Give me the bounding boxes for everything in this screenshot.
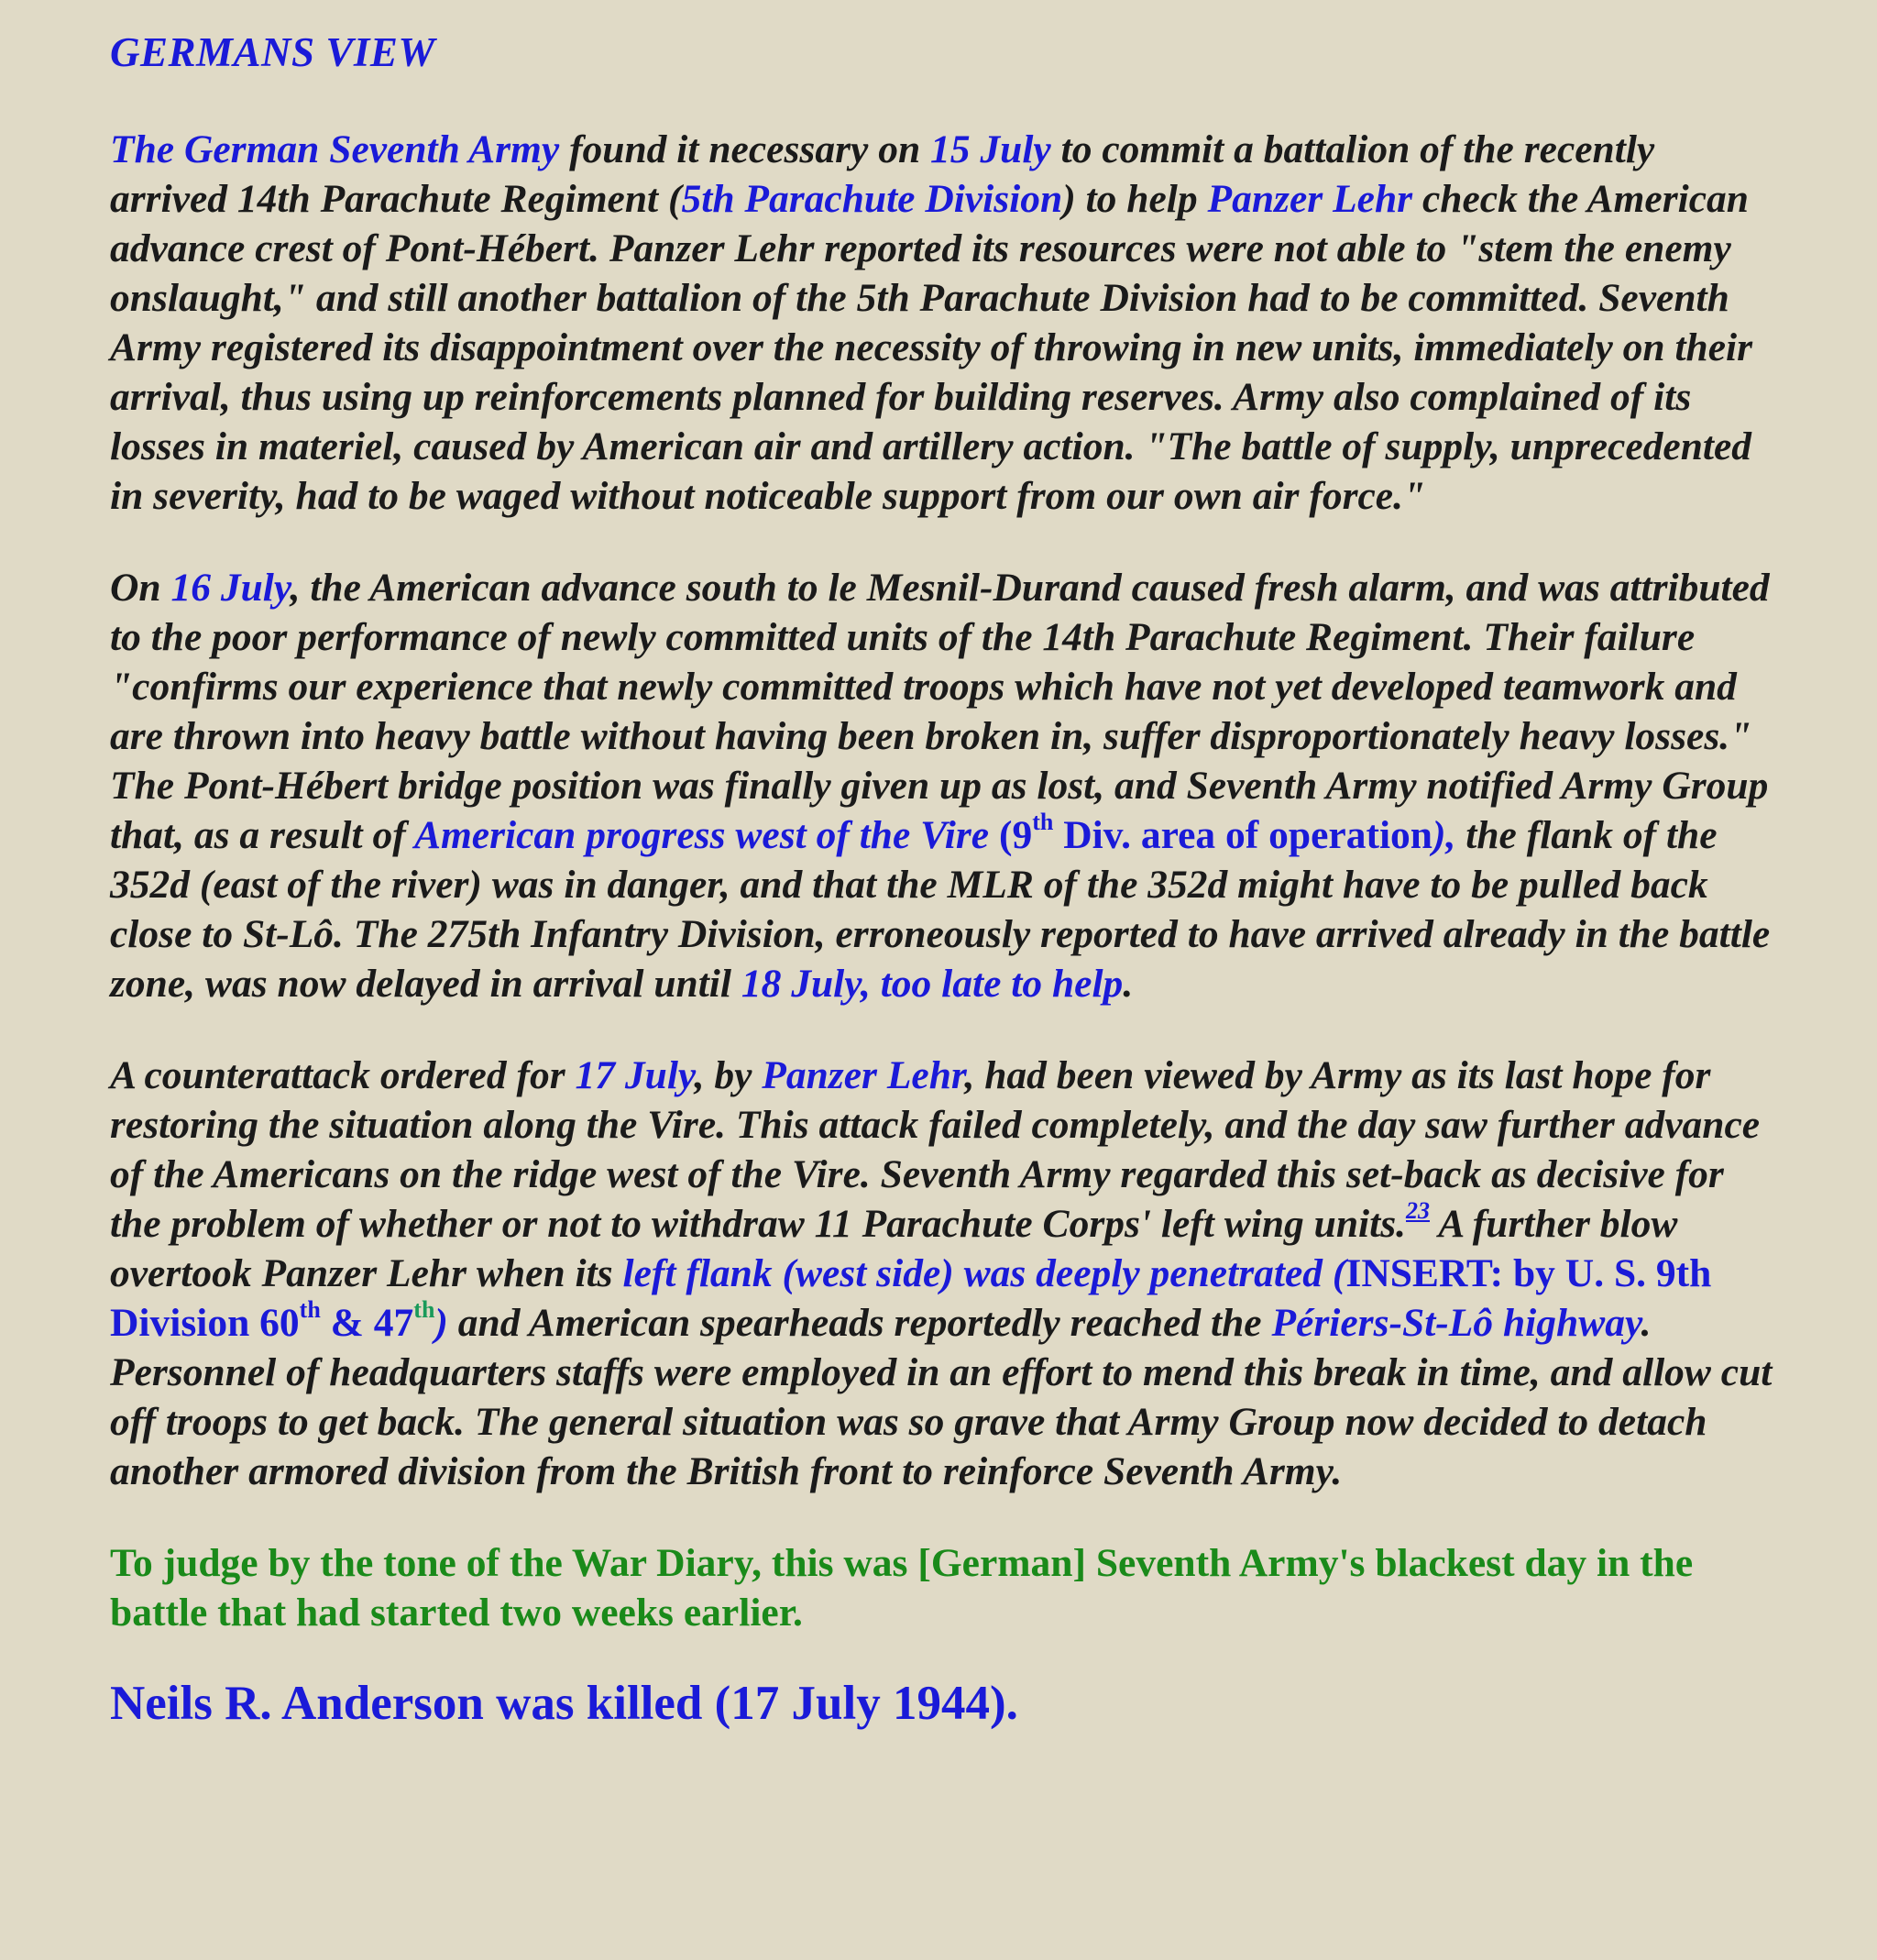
text-segment: to commit a battalion of the recently arrived 14th Parachute Regiment ( [110, 127, 1655, 221]
text-segment: A counterattack ordered for [110, 1053, 576, 1097]
highlight-18-july: 18 July, too late to help [741, 962, 1124, 1006]
highlight-panzer-lehr: Panzer Lehr [1207, 177, 1413, 221]
text-segment: ) [434, 1301, 448, 1345]
highlight-periers-st-lo-highway: Périers-St-Lô highway [1271, 1301, 1641, 1345]
text-segment: & 47 [320, 1301, 414, 1345]
text-segment: , had been viewed by Army as its last hope for restoring the situation along the Vire. This attack failed completely, and the day saw further advance of the Americans on the ridge west of the Vire. Seventh Army regarded this set-back as decisive for the problem of whether or not to withdraw 11 Parachute Corps' left wing units. [110, 1053, 1761, 1246]
text-segment: found it necessary on [559, 127, 931, 171]
text-segment: ) to help [1062, 177, 1208, 221]
footnote-link-23[interactable]: 23 [1406, 1197, 1431, 1224]
casualty-note: Neils R. Anderson was killed (17 July 1944). [110, 1677, 1018, 1730]
text-segment: (9 [989, 813, 1033, 857]
paragraph-17-july-counterattack [110, 1051, 1778, 1496]
text-segment: , by [694, 1053, 763, 1097]
paragraph-16-july [110, 563, 1778, 1008]
text-segment: and American spearheads reportedly reached the [447, 1301, 1272, 1345]
highlight-5th-parachute-division: 5th Parachute Division [681, 177, 1063, 221]
highlight-american-progress: American progress west of the Vire [413, 813, 990, 857]
highlight-german-seventh-army: The German Seventh Army [110, 127, 560, 171]
superscript: th [299, 1296, 321, 1323]
paragraph-seventh-army-15-july [110, 125, 1778, 521]
highlight-date-17-july: 17 July [575, 1053, 695, 1097]
superscript: th [1032, 809, 1054, 835]
text-segment: A further blow overtook Panzer Lehr when its [110, 1202, 1678, 1295]
text-segment: , the American advance south to le Mesnil-Durand caused fresh alarm, and was attributed to the poor performance of newly committed units of the 14th Parachute Regiment. Their failure "confirms our experience that newly committed troops which have not yet developed teamwork and are thrown into heavy battle without having been broken in, suffer disproportionately heavy losses." The Pont-Hébert bridge position was finally given up as lost, and Seventh Army notified Army Group that, as a result of [110, 566, 1770, 857]
highlight-panzer-lehr: Panzer Lehr [762, 1053, 965, 1097]
text-segment: On [110, 566, 171, 610]
war-diary-summary: To judge by the tone of the War Diary, this was [German] Seventh Army's blackest day in the battle that had started two weeks earlier. [110, 1541, 1694, 1635]
highlight-left-flank: left flank (west side) was deeply penetrated ( [622, 1251, 1346, 1295]
highlight-date-16-july: 16 July [170, 566, 291, 610]
text-segment: INSERT: by U. S. 9th Division 60 [110, 1251, 1712, 1345]
text-segment: . [1123, 962, 1134, 1006]
text-segment: the flank of the 352d (east of the river) was in danger, and that the MLR of the 352d might have to be pulled back close to St-Lô. The 275th Infantry Division, erroneously reported to have arrived already in the battle zone, was now delayed in arrival until [110, 813, 1771, 1006]
text-segment: . Personnel of headquarters staffs were employed in an effort to mend this break in time, and allow cut off troops to get back. The general situation was so grave that Army Group now decided to detach another armored division from the British front to reinforce Seventh Army. [110, 1301, 1773, 1493]
text-segment: check the American advance crest of Pont-Hébert. Panzer Lehr reported its resources were not able to "stem the enemy onslaught," and still another battalion of the 5th Parachute Division had to be committed. Seventh Army registered its disappointment over the necessity of throwing in new units, immediately on their arrival, thus using up reinforcements planned for building reserves. Army also complained of its losses in materiel, caused by American air and artillery action. "The battle of supply, unprecedented in severity, had to be waged without noticeable support from our own air force." [110, 177, 1753, 518]
section-heading: GERMANS VIEW [110, 29, 435, 75]
insert-9th-div [989, 809, 1432, 857]
highlight-date-15-july: 15 July [930, 127, 1051, 171]
text-segment: Div. area of operation [1053, 813, 1432, 857]
text-segment: ), [1432, 813, 1456, 857]
superscript: th [413, 1296, 435, 1323]
